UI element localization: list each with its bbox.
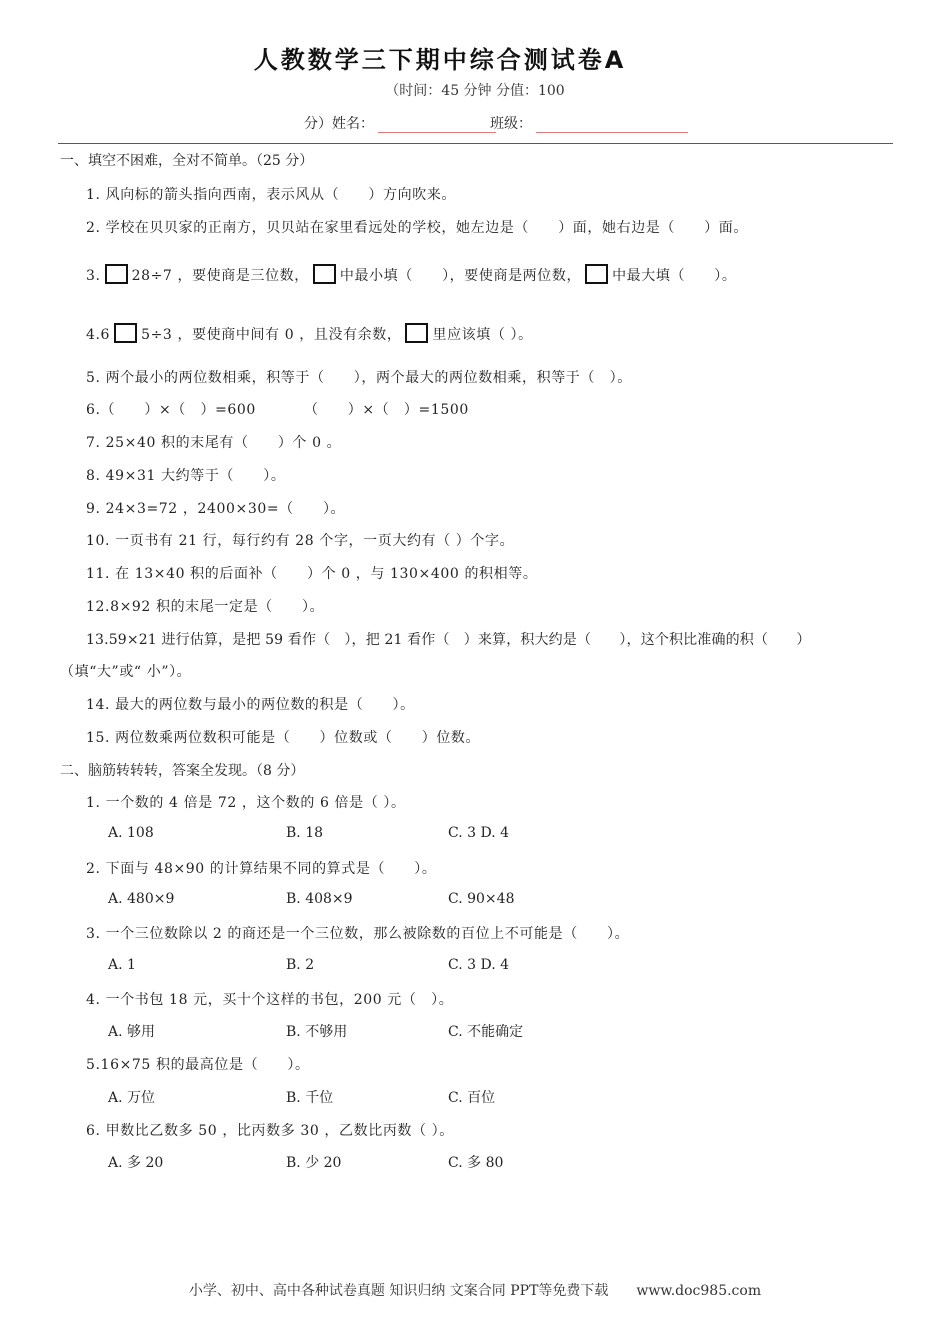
question-1-5: 5. 两个最小的两位数相乘，积等于（ ），两个最大的两位数相乘，积等于（ ）。	[86, 370, 632, 386]
option-a: A. 108	[108, 825, 154, 841]
question-2-2: 2. 下面与 48×90 的计算结果不同的算式是（ ）。	[86, 861, 437, 877]
option-b: B. 408×9	[286, 891, 353, 907]
digit-box	[313, 264, 336, 284]
q4-part-2: 里应该填（ ）。	[432, 327, 533, 343]
q3-part-2: 中最小填（ ），要使商是两位数，	[339, 268, 582, 284]
question-1-11: 11. 在 13×40 积的后面补（ ）个 0 ，与 130×400 的积相等。	[86, 566, 538, 582]
class-blank-line[interactable]	[536, 118, 688, 133]
q4-part-1: 5÷3 ，要使商中间有 0 ，且没有余数，	[141, 327, 402, 343]
option-c: C. 不能确定	[448, 1024, 524, 1040]
section-1-heading: 一、填空不困难，全对不简单。（25 分）	[60, 153, 314, 169]
question-1-13-line-2: （填“大”或“ 小”）。	[60, 664, 192, 680]
option-c: C. 多 80	[448, 1155, 504, 1171]
exam-time-and-score: （时间：45 分钟 分值：100	[385, 83, 565, 99]
q4-number: 4.6	[86, 327, 111, 343]
page-title: 人教数学三下期中综合测试卷A	[253, 46, 627, 74]
question-1-7: 7. 25×40 积的末尾有（ ）个 0 。	[86, 435, 342, 451]
question-1-2: 2. 学校在贝贝家的正南方，贝贝站在家里看远处的学校，她左边是（ ）面，她右边是（ ）面。	[86, 220, 749, 236]
question-2-3: 3. 一个三位数除以 2 的商还是一个三位数，那么被除数的百位上不可能是（ ）。	[86, 926, 630, 942]
option-a: A. 够用	[108, 1024, 156, 1040]
class-label: 班级：	[490, 116, 532, 132]
question-1-13-line-1: 13.59×21 进行估算，是把 59 看作（ ），把 21 看作（ ）来算，积大约是（ ），这个积比准确的积（ ）	[86, 632, 811, 648]
q3-part-1: 28÷7 ，要使商是三位数，	[131, 268, 309, 284]
question-2-6: 6. 甲数比乙数多 50 ，比丙数多 30 ，乙数比丙数（ ）。	[86, 1123, 454, 1139]
option-b: B. 少 20	[286, 1155, 342, 1171]
option-c: C. 3 D. 4	[448, 957, 510, 973]
question-1-6b: （ ）×（ ）=1500	[304, 402, 469, 418]
option-b: B. 2	[286, 957, 315, 973]
option-c: C. 3 D. 4	[448, 825, 510, 841]
question-2-1: 1. 一个数的 4 倍是 72 ，这个数的 6 倍是（ ）。	[86, 795, 406, 811]
name-field	[304, 113, 496, 133]
option-b: B. 千位	[286, 1090, 334, 1106]
question-1-9: 9. 24×3=72 ，2400×30=（ ）。	[86, 501, 346, 517]
question-1-4	[86, 323, 533, 344]
name-label: 分）姓名：	[304, 116, 374, 132]
question-1-12: 12.8×92 积的末尾一定是（ ）。	[86, 599, 325, 615]
digit-box	[405, 323, 428, 343]
question-2-4: 4. 一个书包 18 元，买十个这样的书包，200 元（ ）。	[86, 992, 454, 1008]
question-1-3	[86, 264, 736, 285]
option-a: A. 480×9	[108, 891, 175, 907]
option-c: C. 90×48	[448, 891, 515, 907]
digit-box	[585, 264, 608, 284]
option-c: C. 百位	[448, 1090, 496, 1106]
name-blank-line[interactable]	[378, 118, 496, 133]
q3-part-3: 中最大填（ ）。	[612, 268, 737, 284]
digit-box	[114, 323, 137, 343]
q3-number: 3.	[86, 268, 101, 284]
digit-box	[105, 264, 128, 284]
option-a: A. 多 20	[108, 1155, 164, 1171]
question-1-14: 14. 最大的两位数与最小的两位数的积是（ ）。	[86, 697, 415, 713]
class-field	[490, 113, 688, 133]
question-1-8: 8. 49×31 大约等于（ ）。	[86, 468, 286, 484]
option-a: A. 万位	[108, 1090, 156, 1106]
question-2-5: 5.16×75 积的最高位是（ ）。	[86, 1057, 310, 1073]
question-1-10: 10. 一页书有 21 行，每行约有 28 个字，一页大约有（ ）个字。	[86, 533, 515, 549]
question-1-6a: 6.（ ）×（ ）=600	[86, 402, 256, 418]
option-a: A. 1	[108, 957, 136, 973]
question-1-15: 15. 两位数乘两位数积可能是（ ）位数或（ ）位数。	[86, 730, 481, 746]
option-b: B. 18	[286, 825, 324, 841]
option-b: B. 不够用	[286, 1024, 348, 1040]
question-1-1: 1. 风向标的箭头指向西南，表示风从（ ）方向吹来。	[86, 187, 457, 203]
page-footer: 小学、初中、高中各种试卷真题 知识归纳 文案合同 PPT等免费下载 www.doc985.com	[188, 1283, 762, 1299]
header-divider	[58, 143, 893, 144]
section-2-heading: 二、脑筋转转转，答案全发现。（8 分）	[60, 763, 305, 779]
